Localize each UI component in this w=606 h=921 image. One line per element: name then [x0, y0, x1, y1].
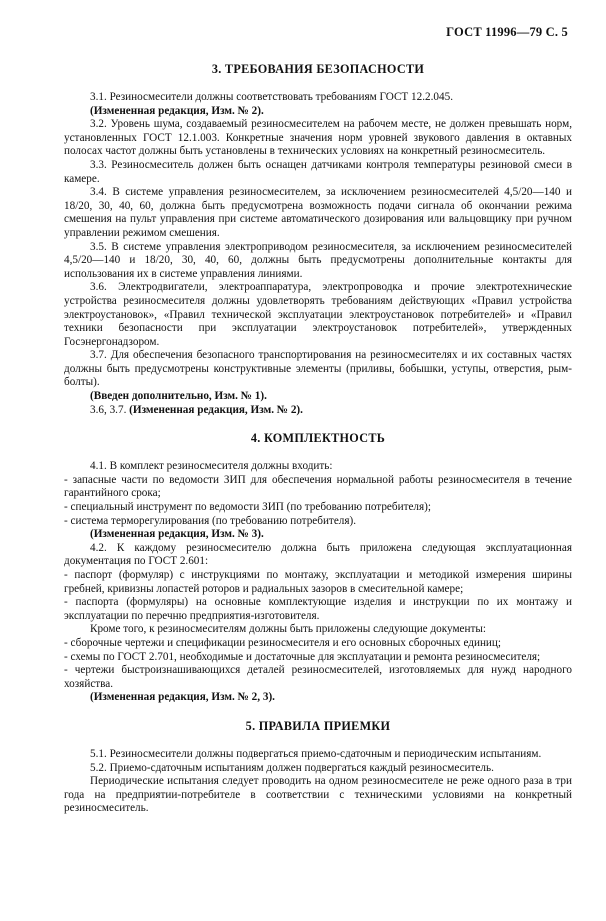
- note-4-3-text: (Измененная редакция, Изм. № 2, 3).: [90, 691, 275, 704]
- clause-3-1: 3.1. Резиносмесители должны соответствовать требованиям ГОСТ 12.2.045.: [90, 91, 454, 103]
- list-item-4-3b: - схемы по ГОСТ 2.701, необходимые и достаточные для эксплуатации и ремонта резиносмесителя;: [64, 650, 541, 663]
- note-3-7a-text: (Введен дополнительно, Изм. № 1).: [90, 390, 267, 403]
- list-item-4-3c: - чертежи быстроизнашивающихся деталей резиносмесителей, изготовляемых для нужд народного хозяйства.: [64, 664, 572, 690]
- document-body: [64, 62, 572, 816]
- note-4-1-text: (Измененная редакция, Изм. № 3).: [90, 528, 264, 541]
- note-3-1-text: (Измененная редакция, Изм. № 2).: [90, 104, 264, 117]
- note-3-7b-text: (Измененная редакция, Изм. № 2).: [129, 403, 303, 416]
- list-item-4-1b: - специальный инструмент по ведомости ЗИП (по требованию потребителя);: [64, 501, 431, 514]
- clause-4-1: 4.1. В комплект резиносмесителя должны входить:: [90, 460, 333, 473]
- section-5-title: 5. ПРАВИЛА ПРИЕМКИ: [245, 718, 391, 733]
- clause-3-6: 3.6. Электродвигатели, электроаппаратура, электропроводка и прочие электротехнические устройства резиносмесителя должны удовлетворять требованиям действующих «Правил устройства электроустановок», «Правил технической эксплуатации электроустановок потребителей» и «Правил техники безопасности при эксплуатации электроустановок потребителей», утвержденных Госэнергонадзором.: [64, 281, 572, 348]
- note-4-1: [64, 528, 572, 542]
- note-3-1: [64, 105, 572, 119]
- clause-3-4: 3.4. В системе управления резиносмесителем, за исключением резиносмесителей 4,5/20—140 и 18/20, 30, 40, 60, должна быть предусмотрена возможность подачи сигнала об окончании режима смешения на пульт управления при системе автоматического дозирования или вальцовщику при ручном управлении режимом смешения.: [64, 186, 572, 239]
- list-item-4-1a: - запасные части по ведомости ЗИП для обеспечения нормальной работы резиносмесителя в течение гарантийного срока;: [64, 473, 572, 500]
- note-3-7a: [64, 390, 572, 404]
- clause-3-5: 3.5. В системе управления электроприводом резиносмесителя, за исключением резиносмесителей 4,5/20—140 и 18/20, 30, 40, 60, должны быть предусмотрены дополнительные контакты для использования их в системе управления линиями.: [64, 240, 572, 280]
- note-4-3: [64, 691, 572, 705]
- section-4-title: 4. КОМПЛЕКТНОСТЬ: [250, 431, 386, 446]
- clause-4-3: Кроме того, к резиносмесителям должны быть приложены следующие документы:: [90, 623, 486, 636]
- clause-3-3: 3.3. Резиносмеситель должен быть оснащен датчиками контроля температуры резиновой смеси в камере.: [64, 158, 572, 185]
- clause-5-1: 5.1. Резиносмесители должны подвергаться приемо-сдаточным и периодическим испытаниям.: [90, 747, 542, 760]
- clause-5-2: 5.2. Приемо-сдаточным испытаниям должен подвергаться каждый резиносмеситель.: [90, 761, 494, 774]
- list-item-4-2a: - паспорт (формуляр) с инструкциями по монтажу, эксплуатации и методикой измерения ширины гребней, кривизны лопастей роторов и радиальных зазоров в смесительной камере;: [64, 569, 572, 595]
- clause-5-2-periodic: Периодические испытания следует проводить на одном резиносмесителе не реже одного раза в три года на предприятии-потребителе в соответствии с техническими условиями на конкретный резиносмеситель.: [64, 775, 572, 815]
- list-item-4-1c: - система терморегулирования (по требованию потребителя).: [64, 514, 357, 527]
- clause-4-2: 4.2. К каждому резиносмесителю должна быть приложена следующая эксплуатационная документация по ГОСТ 2.601:: [64, 541, 572, 568]
- clause-3-7: 3.7. Для обеспечения безопасного транспортирования на резиносмесителях и их составных частях должны быть предусмотрены конструктивные элементы (приливы, бобышки, уступы, отверстия, рым-болты).: [64, 349, 572, 389]
- note-3-7b: [64, 404, 572, 418]
- section-3-title: 3. ТРЕБОВАНИЯ БЕЗОПАСНОСТИ: [211, 62, 425, 76]
- page-header: ГОСТ 11996—79 С. 5: [446, 25, 568, 39]
- clause-3-2: 3.2. Уровень шума, создаваемый резиносмесителем на рабочем месте, не должен превышать норм, установленных ГОСТ 12.1.003. Конкретные значения норм уровней звукового давления в октавных полосах частот должны быть установлены в технических условиях на конкретный резиносмеситель.: [64, 118, 572, 158]
- note-3-7b-prefix: 3.6, 3.7.: [90, 403, 130, 416]
- list-item-4-2b: - паспорта (формуляры) на основные комплектующие изделия и инструкции по их монтажу и эксплуатации по перечню предприятия-изготовителя.: [64, 596, 572, 622]
- list-item-4-3a: - сборочные чертежи и спецификации резиносмесителя и его основных сборочных единиц;: [64, 636, 502, 649]
